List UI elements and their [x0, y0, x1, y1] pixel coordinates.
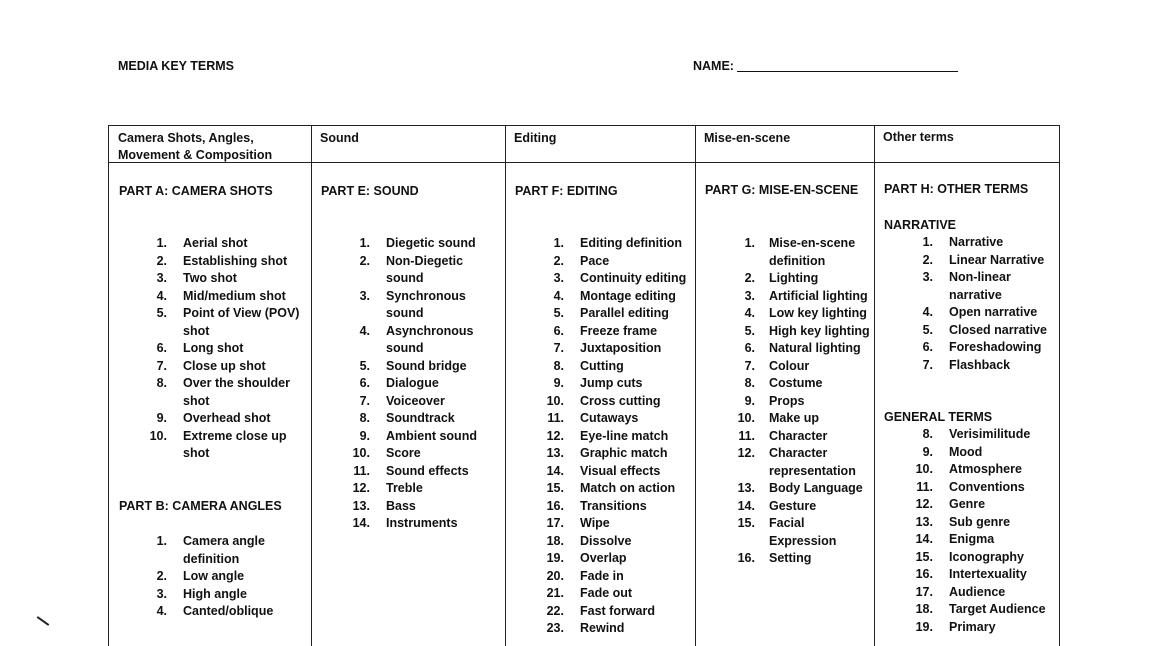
item-term: Conventions — [949, 479, 1025, 494]
camera-shots-list — [149, 235, 311, 463]
item-term: Gesture — [769, 498, 817, 513]
list-item — [553, 235, 695, 253]
list-item — [156, 375, 311, 410]
item-number: 12. — [737, 446, 755, 460]
list-item — [156, 603, 311, 621]
item-number: 5. — [359, 358, 370, 373]
mise-terms-list — [737, 235, 872, 568]
item-number: 6. — [922, 340, 933, 354]
list-item — [359, 323, 491, 358]
list-item — [156, 288, 311, 306]
camera-heading-line-1: Camera Shots, Angles, — [118, 131, 254, 145]
list-item — [553, 305, 695, 323]
item-number: 11. — [353, 463, 370, 478]
list-item — [744, 375, 872, 393]
list-item — [359, 410, 491, 428]
list-item — [156, 568, 311, 586]
item-term: Point of View (POV) shot — [183, 306, 300, 338]
list-item — [915, 566, 1057, 584]
item-number: 4. — [553, 288, 564, 303]
camera-heading-line-2: Movement & Composition — [118, 148, 273, 162]
list-item — [352, 480, 491, 498]
list-item — [915, 496, 1057, 514]
item-term: Primary — [949, 619, 996, 634]
mise-column — [695, 126, 875, 646]
item-number: 11. — [547, 411, 564, 425]
item-term: Fade in — [580, 568, 624, 583]
item-number: 4. — [744, 306, 755, 320]
item-term: High key lighting — [769, 323, 870, 338]
item-number: 9. — [922, 444, 933, 459]
list-item — [915, 461, 1057, 479]
list-item — [922, 269, 1057, 304]
item-number: 12. — [546, 428, 564, 443]
list-item — [156, 410, 311, 428]
item-term: Sound effects — [386, 463, 469, 478]
list-item — [546, 603, 695, 621]
list-item — [546, 480, 695, 498]
item-number: 3. — [156, 271, 167, 285]
item-term: Eye-line match — [580, 428, 669, 443]
editing-terms-list — [546, 235, 695, 638]
item-number: 9. — [744, 393, 755, 408]
item-term: Colour — [769, 358, 810, 373]
item-term: Target Audience — [949, 602, 1046, 616]
part-f-heading: PART F: EDITING — [515, 184, 618, 198]
item-number: 18. — [546, 533, 564, 548]
item-number: 7. — [156, 358, 167, 373]
item-number: 17. — [546, 516, 564, 530]
item-number: 16. — [737, 551, 755, 565]
item-number: 3. — [156, 586, 167, 601]
item-number: 5. — [156, 306, 167, 320]
item-term: Score — [386, 446, 421, 460]
item-number: 8. — [359, 411, 370, 425]
list-item — [352, 515, 491, 533]
item-number: 5. — [744, 323, 755, 338]
list-item — [737, 480, 872, 498]
item-term: Asynchronous sound — [386, 323, 474, 355]
item-term: Cutaways — [580, 411, 639, 425]
item-number: 7. — [744, 358, 755, 373]
item-term: Linear Narrative — [949, 252, 1045, 267]
list-item — [553, 270, 695, 288]
item-term: Cutting — [580, 358, 624, 373]
item-term: Wipe — [580, 516, 610, 530]
list-item — [737, 410, 872, 428]
list-item — [156, 270, 311, 288]
item-term: High angle — [183, 586, 247, 601]
list-item — [915, 531, 1057, 549]
list-item — [359, 375, 491, 393]
list-item — [553, 253, 695, 271]
list-item — [156, 305, 311, 340]
name-label: NAME: — [693, 59, 734, 73]
other-column-heading: Other terms — [883, 130, 954, 144]
item-number: 7. — [553, 341, 564, 355]
list-item — [156, 358, 311, 376]
item-number: 5. — [553, 306, 564, 320]
item-term: Voiceover — [386, 393, 445, 408]
item-term: Transitions — [580, 498, 647, 513]
list-item — [922, 339, 1057, 357]
list-item — [922, 357, 1057, 375]
item-number: 13. — [546, 446, 564, 460]
list-item — [546, 428, 695, 446]
part-a-heading: PART A: CAMERA SHOTS — [119, 184, 273, 198]
list-item — [744, 393, 872, 411]
item-number: 11. — [916, 479, 933, 494]
list-item — [744, 358, 872, 376]
item-term: Match on action — [580, 481, 676, 495]
list-item — [359, 428, 491, 446]
list-item — [922, 426, 1057, 444]
item-term: Narrative — [949, 235, 1004, 249]
item-term: Mood — [949, 444, 983, 459]
item-number: 15. — [546, 481, 564, 495]
list-item — [744, 323, 872, 341]
item-term: Mid/medium shot — [183, 288, 286, 303]
list-item — [359, 253, 491, 288]
item-number: 2. — [156, 253, 167, 268]
item-number: 9. — [553, 376, 564, 390]
name-line[interactable] — [737, 71, 958, 72]
list-item — [353, 463, 491, 481]
list-item — [915, 619, 1057, 637]
item-number: 21. — [546, 586, 564, 600]
item-number: 14. — [737, 498, 755, 513]
item-number: 3. — [359, 288, 370, 303]
item-number: 8. — [922, 427, 933, 441]
item-term: Jump cuts — [580, 376, 643, 390]
item-term: Character — [769, 428, 828, 443]
list-item — [915, 584, 1057, 602]
list-item — [553, 340, 695, 358]
list-item — [359, 288, 491, 323]
item-term: Low angle — [183, 569, 245, 583]
item-number: 7. — [922, 357, 933, 372]
item-number: 2. — [156, 569, 167, 583]
item-term: Cross cutting — [580, 393, 661, 408]
item-term: Dialogue — [386, 376, 439, 390]
part-h-heading: PART H: OTHER TERMS — [884, 182, 1029, 196]
item-number: 19. — [915, 619, 933, 634]
list-item — [922, 322, 1057, 340]
item-term: Artificial lighting — [769, 288, 868, 303]
item-number: 8. — [744, 376, 755, 390]
item-number: 23. — [546, 621, 564, 635]
item-term: Character representation — [769, 446, 856, 478]
list-item — [546, 445, 695, 463]
item-term: Fade out — [580, 586, 633, 600]
item-term: Editing definition — [580, 236, 683, 250]
item-number: 7. — [359, 393, 370, 408]
list-item — [546, 568, 695, 586]
item-term: Visual effects — [580, 463, 661, 478]
item-number: 8. — [553, 358, 564, 373]
item-term: Freeze frame — [580, 323, 658, 338]
item-number: 10. — [352, 446, 370, 460]
item-term: Instruments — [386, 516, 458, 530]
item-number: 6. — [553, 323, 564, 338]
list-item — [149, 428, 311, 463]
camera-angles-list — [156, 533, 311, 621]
narrative-subheading: NARRATIVE — [884, 218, 956, 232]
item-number: 16. — [546, 498, 564, 513]
item-number: 3. — [922, 270, 933, 284]
item-number: 4. — [156, 604, 167, 618]
item-term: Non-Diegetic sound — [386, 253, 464, 285]
list-item — [915, 549, 1057, 567]
list-item — [915, 601, 1057, 619]
list-item — [546, 550, 695, 568]
item-number: 4. — [922, 305, 933, 319]
item-number: 10. — [915, 462, 933, 476]
item-number: 13. — [352, 498, 370, 513]
item-number: 13. — [915, 514, 933, 529]
list-item — [553, 375, 695, 393]
list-item — [922, 252, 1057, 270]
item-term: Two shot — [183, 271, 237, 285]
item-number: 14. — [915, 532, 933, 546]
item-term: Natural lighting — [769, 341, 861, 355]
item-number: 8. — [156, 376, 167, 390]
list-item — [744, 305, 872, 323]
item-number: 22. — [546, 603, 564, 618]
item-term: Body Language — [769, 481, 863, 495]
item-number: 2. — [744, 271, 755, 285]
item-number: 6. — [359, 376, 370, 390]
item-number: 15. — [737, 516, 755, 530]
item-term: Continuity editing — [580, 271, 687, 285]
page-title: MEDIA KEY TERMS — [118, 59, 234, 73]
list-item — [547, 410, 695, 428]
scan-mark — [37, 616, 50, 626]
item-term: Parallel editing — [580, 306, 669, 320]
item-term: Rewind — [580, 621, 625, 635]
sound-terms-list — [352, 235, 491, 533]
item-number: 19. — [546, 551, 564, 565]
list-item — [546, 393, 695, 411]
item-term: Camera angle definition — [183, 534, 265, 566]
list-item — [922, 444, 1057, 462]
list-item — [359, 393, 491, 411]
item-number: 1. — [744, 236, 755, 250]
list-item — [744, 340, 872, 358]
item-term: Pace — [580, 253, 610, 268]
item-term: Juxtaposition — [580, 341, 662, 355]
item-number: 10. — [149, 428, 167, 443]
editing-column-heading: Editing — [514, 131, 557, 145]
item-number: 20. — [546, 568, 564, 583]
list-item — [744, 235, 872, 270]
list-item — [156, 533, 311, 568]
item-term: Canted/oblique — [183, 604, 274, 618]
list-item — [737, 445, 872, 480]
item-number: 10. — [737, 411, 755, 425]
item-number: 18. — [915, 602, 933, 616]
item-number: 14. — [546, 463, 564, 478]
item-term: Bass — [386, 498, 416, 513]
list-item — [156, 586, 311, 604]
item-term: Over the shoulder shot — [183, 376, 290, 408]
item-number: 9. — [359, 428, 370, 443]
item-term: Non-linear narrative — [949, 270, 1011, 302]
list-item — [546, 620, 695, 638]
item-number: 1. — [553, 236, 564, 250]
item-number: 12. — [915, 497, 933, 511]
other-column — [874, 126, 1059, 646]
part-b-heading: PART B: CAMERA ANGLES — [119, 499, 282, 513]
item-term: Sub genre — [949, 514, 1011, 529]
list-item — [737, 498, 872, 516]
list-item — [546, 463, 695, 481]
item-term: Genre — [949, 497, 986, 511]
list-item — [553, 323, 695, 341]
item-number: 10. — [546, 393, 564, 408]
item-term: Overhead shot — [183, 411, 271, 425]
item-term: Soundtrack — [386, 411, 455, 425]
item-term: Enigma — [949, 532, 995, 546]
item-term: Intertexuality — [949, 567, 1027, 581]
sound-column-heading: Sound — [320, 131, 359, 145]
list-item — [553, 288, 695, 306]
list-item — [546, 533, 695, 551]
camera-column — [109, 126, 312, 646]
item-number: 2. — [359, 253, 370, 268]
item-number: 3. — [744, 288, 755, 303]
list-item — [359, 358, 491, 376]
item-number: 5. — [922, 322, 933, 337]
general-terms-list — [915, 426, 1057, 636]
list-item — [553, 358, 695, 376]
item-number: 4. — [359, 323, 370, 338]
item-term: Fast forward — [580, 603, 656, 618]
item-term: Close up shot — [183, 358, 266, 373]
list-item — [737, 515, 872, 550]
item-number: 1. — [156, 534, 167, 548]
item-term: Lighting — [769, 271, 819, 285]
item-term: Sound bridge — [386, 358, 467, 373]
item-term: Facial Expression — [769, 516, 837, 548]
item-term: Diegetic sound — [386, 236, 476, 250]
item-term: Foreshadowing — [949, 340, 1042, 354]
list-item — [744, 288, 872, 306]
list-item — [922, 234, 1057, 252]
sound-column — [311, 126, 506, 646]
list-item — [546, 585, 695, 603]
item-term: Low key lighting — [769, 306, 867, 320]
item-term: Montage editing — [580, 288, 676, 303]
item-number: 1. — [922, 235, 933, 249]
list-item — [359, 235, 491, 253]
narrative-terms-list — [922, 234, 1057, 374]
item-term: Overlap — [580, 551, 627, 565]
item-term: Mise-en-scene definition — [769, 236, 856, 268]
list-item — [916, 479, 1057, 497]
item-term: Audience — [949, 584, 1006, 599]
item-term: Iconography — [949, 549, 1025, 564]
item-term: Verisimilitude — [949, 427, 1031, 441]
item-term: Aerial shot — [183, 236, 248, 250]
item-number: 17. — [915, 584, 933, 599]
editing-column — [505, 126, 696, 646]
item-term: Ambient sound — [386, 428, 477, 443]
item-number: 12. — [352, 481, 370, 495]
item-term: Atmosphere — [949, 462, 1022, 476]
item-number: 6. — [744, 341, 755, 355]
list-item — [546, 515, 695, 533]
item-number: 3. — [553, 271, 564, 285]
list-item — [352, 498, 491, 516]
list-item — [156, 340, 311, 358]
item-term: Props — [769, 393, 805, 408]
list-item — [915, 514, 1057, 532]
item-number: 6. — [156, 341, 167, 355]
item-term: Costume — [769, 376, 823, 390]
general-terms-subheading: GENERAL TERMS — [884, 410, 993, 424]
item-number: 13. — [737, 481, 755, 495]
item-term: Treble — [386, 481, 423, 495]
camera-column-heading — [118, 130, 272, 164]
item-number: 11. — [738, 428, 755, 443]
item-number: 4. — [156, 288, 167, 303]
item-term: Open narrative — [949, 305, 1038, 319]
item-number: 14. — [352, 516, 370, 530]
key-terms-table — [108, 125, 1060, 646]
item-number: 2. — [922, 252, 933, 267]
mise-column-heading: Mise-en-scene — [704, 131, 791, 145]
list-item — [738, 428, 872, 446]
list-item — [546, 498, 695, 516]
item-term: Dissolve — [580, 533, 632, 548]
list-item — [156, 253, 311, 271]
item-term: Extreme close up shot — [183, 428, 287, 460]
list-item — [922, 304, 1057, 322]
list-item — [744, 270, 872, 288]
part-g-heading: PART G: MISE-EN-SCENE — [705, 183, 859, 197]
item-number: 1. — [359, 236, 370, 250]
item-number: 2. — [553, 253, 564, 268]
item-number: 9. — [156, 411, 167, 425]
item-number: 15. — [915, 549, 933, 564]
item-term: Establishing shot — [183, 253, 288, 268]
list-item — [352, 445, 491, 463]
part-e-heading: PART E: SOUND — [321, 184, 419, 198]
item-term: Long shot — [183, 341, 244, 355]
item-term: Make up — [769, 411, 820, 425]
item-term: Closed narrative — [949, 322, 1047, 337]
item-term: Graphic match — [580, 446, 668, 460]
item-number: 1. — [156, 236, 167, 250]
list-item — [156, 235, 311, 253]
list-item — [737, 550, 872, 568]
item-term: Setting — [769, 551, 812, 565]
item-number: 16. — [915, 567, 933, 581]
item-term: Synchronous sound — [386, 288, 466, 320]
item-term: Flashback — [949, 357, 1011, 372]
